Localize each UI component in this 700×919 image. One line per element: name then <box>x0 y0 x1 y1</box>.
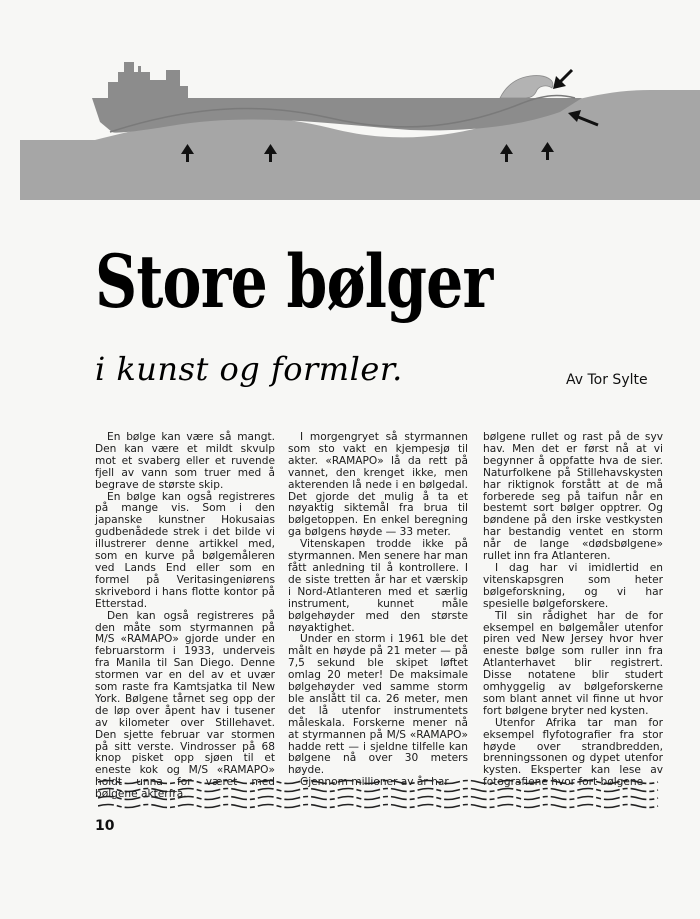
paragraph: Den kan også registreres på den måte som styrmannen på M/S «RAMAPO» gjorde under en februarstorm i 1933, underveis fra Manila til San Diego. Denne stormen var en del av et uvær som raste fra Kamtsjatka til New York. Bølgene tårnet seg opp der de løp over åpent hav i tusener av kilometer over Stillehavet. Den sjette februar var stormen på sitt verste. Vindrosser på 68 knop pisket opp sjøen til et eneste kok og M/S «RAMAPO» holdt unna for været med bølgene akterfra. <box>95 609 275 801</box>
paragraph: Vitenskapen trodde ikke på styrmannen. Men senere har man fått anledning til å kontrollere. I de siste tretten år har et værskip i Nord-Atlanteren med et særlig instrument, kunnet måle bølgehøyder med den største nøyaktighet. <box>288 538 468 634</box>
paragraph: Utenfor Afrika tar man for eksempel flyfotografier fra stor høyde over strandbredden, brenningssonen og dypet utenfor kysten. Eksperter kan lese av fotografiene hvor fort bølgene <box>483 716 663 789</box>
paragraph: Til sin rådighet har de for eksempel en bølgemåler utenfor piren ved New Jersey hvor hver eneste bølge som ruller inn fra Atlanterhavet blir registrert. Disse notatene blir studert omhyggelig av bølgeforskerne som blant annet vil finne ut hvor fort bølgene bryter ned kysten. <box>483 609 663 717</box>
paragraph: Under en storm i 1961 ble det målt en høyde på 21 meter — på 7,5 sekund ble skipet løftet omlag 20 meter! De maksimale bølgehøyder ved samme storm ble anslått til ca. 26 meter, men det lå utenfor instrumentets måleskala. Forskerne mener nå at styrmannen på M/S «RAMAPO» hadde rett — i sjeldne tilfelle kan bølgene nå over 30 meters høyde. <box>288 633 468 777</box>
paragraph: En bølge kan også registreres på mange vis. Som i den japanske kunstner Hokusaias gudbenådede strek i det bilde vi illustrerer denne artikkel med, som en kurve på bølgemåleren ved Lands End eller som en formel på Veritasingeniørens skrivebord i hans flotte kontor på Etterstad. <box>95 490 275 610</box>
paragraph: Gjennom millioner av år har <box>300 776 449 789</box>
text-column-3 <box>483 432 663 789</box>
article-byline: Av Tor Sylte <box>566 372 648 388</box>
paragraph: I morgengryet så styrmannen som sto vakt en kjempesjø til akter. «RAMAPO» lå da rett på vannet, den krenget ikke, men akterenden lå nede i en bølgedal. Det gjorde det mulig å ta et nøyaktig siktemål fra brua til bølgetoppen. En enkel beregning ga bølgens høyde — 33 meter. <box>288 431 468 539</box>
paragraph: En bølge kan være så mangt. Den kan være et mildt skvulp mot et svaberg eller et ruvende fjell av vann som truer med å begrave de største skip. <box>95 431 275 491</box>
ship-superstructure <box>108 62 188 98</box>
ship-on-waves-illustration <box>0 0 700 210</box>
ship-mast <box>138 66 141 78</box>
article-title: Store bølger <box>95 239 493 325</box>
article-subtitle: i kunst og formler. <box>95 350 403 388</box>
decorative-wave-rule <box>98 778 664 810</box>
arrow-down-left-icon <box>553 70 572 89</box>
page-number: 10 <box>95 818 115 834</box>
paragraph: bølgene rullet og rast på de syv hav. Men det er først nå at vi begynner å oppfatte hva de sier. Naturfolkene på Stillehavskysten har riktignok forstått at de må forberede seg på taifun når en bestemt sort bølger opptrer. Og bøndene på den irske vestkysten har bestandig ventet en storm når de lange «dødsbølgene» rullet inn fra Atlanteren. <box>483 431 663 563</box>
text-column-1 <box>95 432 275 801</box>
text-column-2 <box>288 432 468 789</box>
breaking-wave-crest <box>500 76 553 98</box>
paragraph: I dag har vi imidlertid en vitenskapsgren som heter bølgeforskning, og vi har spesielle bølgeforskere. <box>483 561 663 610</box>
